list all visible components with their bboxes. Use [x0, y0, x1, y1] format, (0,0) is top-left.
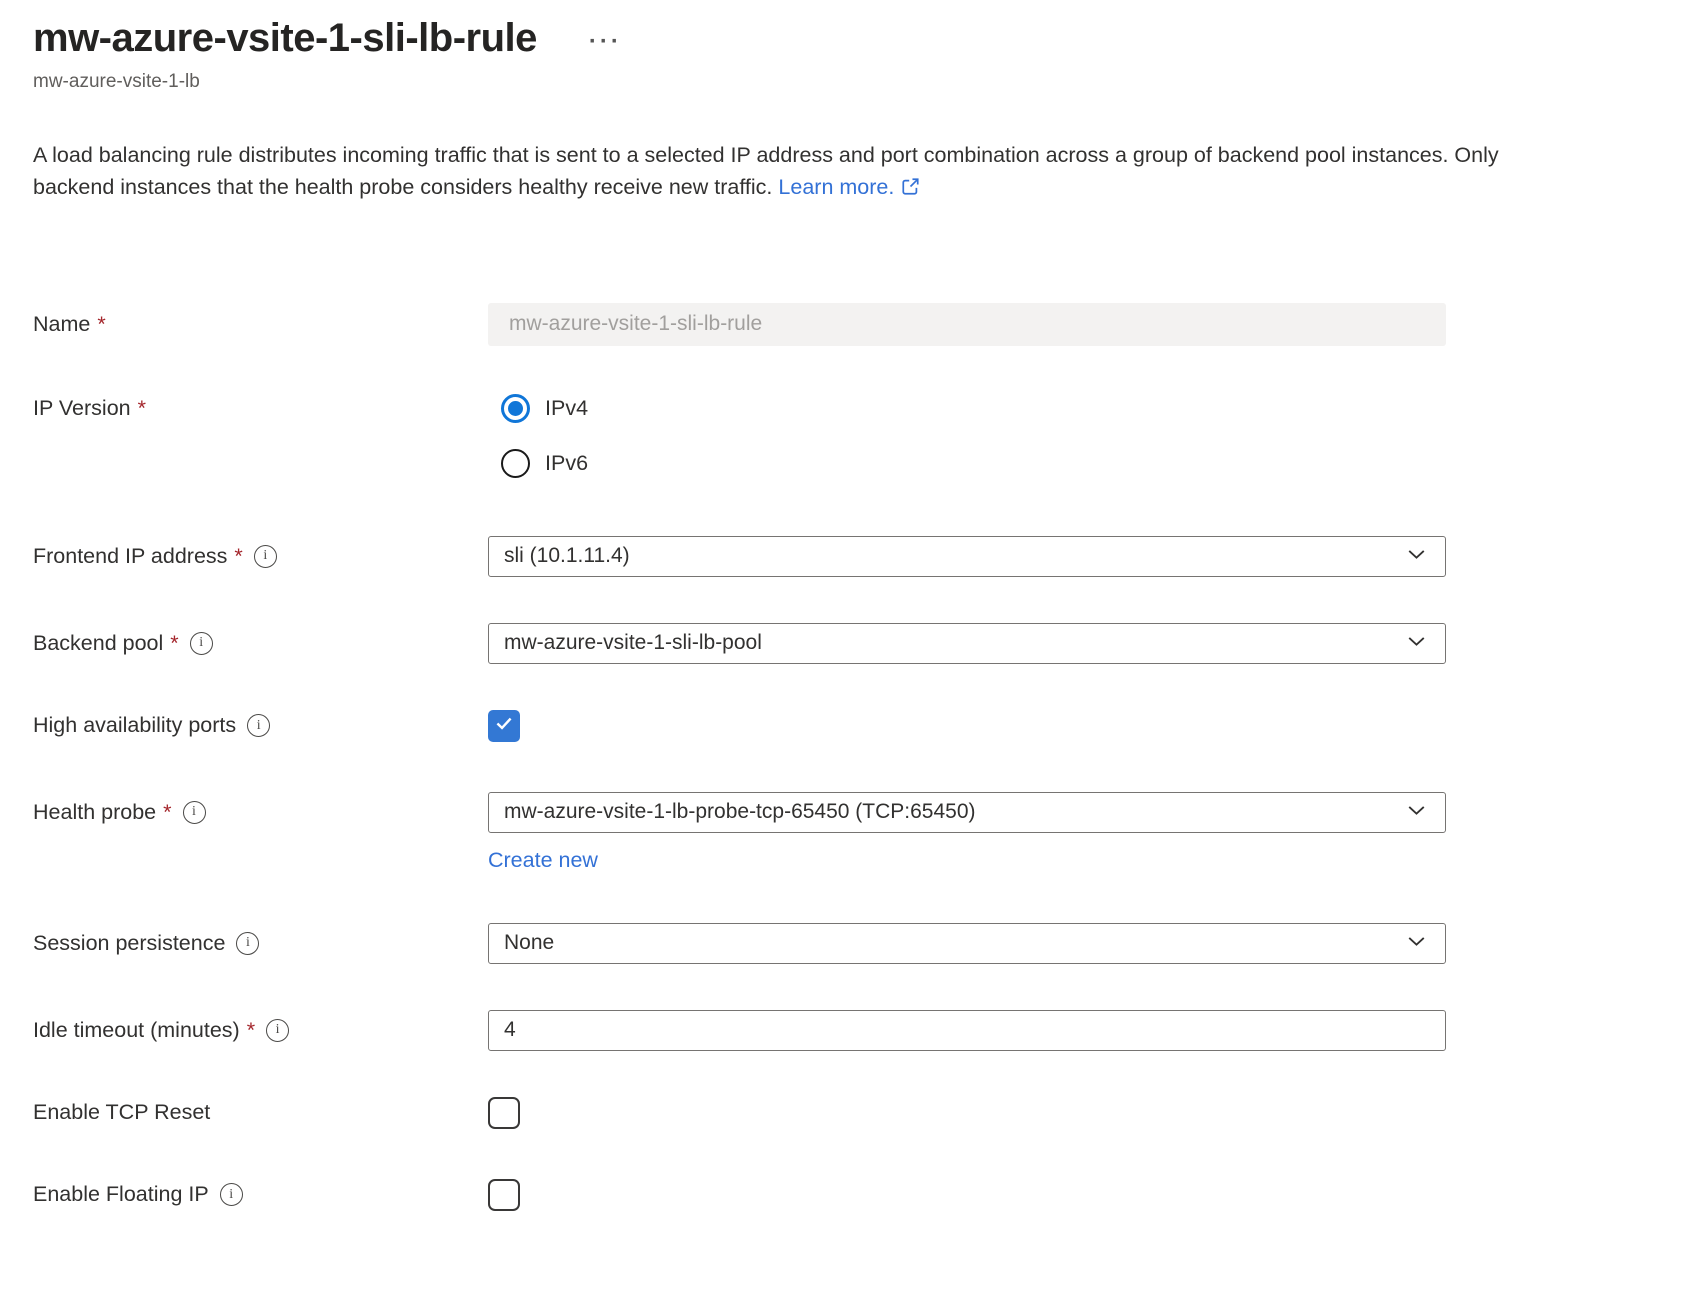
info-icon[interactable]: i	[247, 714, 270, 737]
row-frontend-ip	[33, 536, 1672, 577]
frontend-ip-dropdown[interactable]	[488, 536, 1446, 577]
description	[33, 139, 1513, 207]
ha-ports-checkbox[interactable]	[488, 710, 520, 742]
required-marker: *	[97, 311, 106, 336]
health-probe-label: Health probe * i	[33, 792, 488, 825]
info-icon[interactable]: i	[254, 545, 277, 568]
health-probe-dropdown[interactable]	[488, 792, 1446, 833]
ip-version-radio-group	[488, 392, 1446, 478]
idle-timeout-input[interactable]	[488, 1010, 1446, 1051]
row-floating-ip	[33, 1179, 1672, 1211]
learn-more-link[interactable]: Learn more.	[778, 175, 895, 200]
required-marker: *	[246, 1017, 256, 1042]
row-idle-timeout	[33, 1010, 1672, 1051]
lb-rule-form	[33, 303, 1672, 1211]
row-name	[33, 303, 1672, 346]
radio-selected-icon	[501, 394, 530, 423]
session-persistence-dropdown[interactable]	[488, 923, 1446, 964]
row-tcp-reset	[33, 1097, 1672, 1129]
info-icon[interactable]: i	[236, 932, 259, 955]
info-icon[interactable]: i	[183, 801, 206, 824]
name-input	[488, 303, 1446, 346]
tcp-reset-checkbox[interactable]	[488, 1097, 520, 1129]
frontend-ip-value: sli (10.1.11.4)	[504, 544, 630, 567]
row-session-persistence	[33, 923, 1672, 964]
backend-pool-value: mw-azure-vsite-1-sli-lb-pool	[504, 631, 762, 654]
backend-pool-dropdown[interactable]	[488, 623, 1446, 664]
ha-ports-label: High availability ports i	[33, 713, 488, 738]
chevron-down-icon	[1403, 540, 1430, 573]
backend-pool-label: Backend pool * i	[33, 631, 488, 656]
row-health-probe	[33, 792, 1672, 873]
session-persistence-label: Session persistence i	[33, 931, 488, 956]
chevron-down-icon	[1403, 627, 1430, 660]
chevron-down-icon	[1403, 927, 1430, 960]
name-label: Name *	[33, 311, 106, 336]
required-marker: *	[137, 395, 146, 420]
page-subtitle: mw-azure-vsite-1-lb	[33, 71, 200, 92]
info-icon[interactable]: i	[190, 632, 213, 655]
context-menu-icon[interactable]: ···	[588, 27, 622, 55]
row-ip-version	[33, 392, 1672, 478]
info-icon[interactable]: i	[220, 1183, 243, 1206]
idle-timeout-label: Idle timeout (minutes) * i	[33, 1018, 488, 1043]
required-marker: *	[170, 630, 179, 655]
session-persistence-value: None	[504, 931, 555, 954]
page-title: mw-azure-vsite-1-sli-lb-rule	[33, 16, 537, 60]
tcp-reset-label: Enable TCP Reset	[33, 1100, 211, 1124]
header	[33, 16, 1672, 61]
ip-version-label: IP Version *	[33, 395, 146, 420]
frontend-ip-label: Frontend IP address * i	[33, 544, 488, 569]
floating-ip-checkbox[interactable]	[488, 1179, 520, 1211]
floating-ip-label: Enable Floating IP i	[33, 1182, 488, 1207]
external-link-icon	[900, 174, 921, 206]
row-ha-ports	[33, 710, 1672, 742]
required-marker: *	[234, 543, 243, 568]
checkmark-icon	[493, 712, 515, 739]
description-text: A load balancing rule distributes incoming traffic that is sent to a selected IP address and port combination across a group of backend pool instances. Only backend instances that the health probe considers healthy receive new traffic.	[33, 143, 1499, 200]
info-icon[interactable]: i	[266, 1019, 289, 1042]
radio-ipv6[interactable]: IPv6	[501, 449, 1446, 478]
chevron-down-icon	[1403, 796, 1430, 829]
row-backend-pool	[33, 623, 1672, 664]
radio-ipv4[interactable]: IPv4	[501, 394, 1446, 423]
create-new-link[interactable]: Create new	[488, 847, 598, 872]
health-probe-value: mw-azure-vsite-1-lb-probe-tcp-65450 (TCP:65450)	[504, 800, 976, 823]
required-marker: *	[163, 799, 172, 824]
radio-unselected-icon	[501, 449, 530, 478]
